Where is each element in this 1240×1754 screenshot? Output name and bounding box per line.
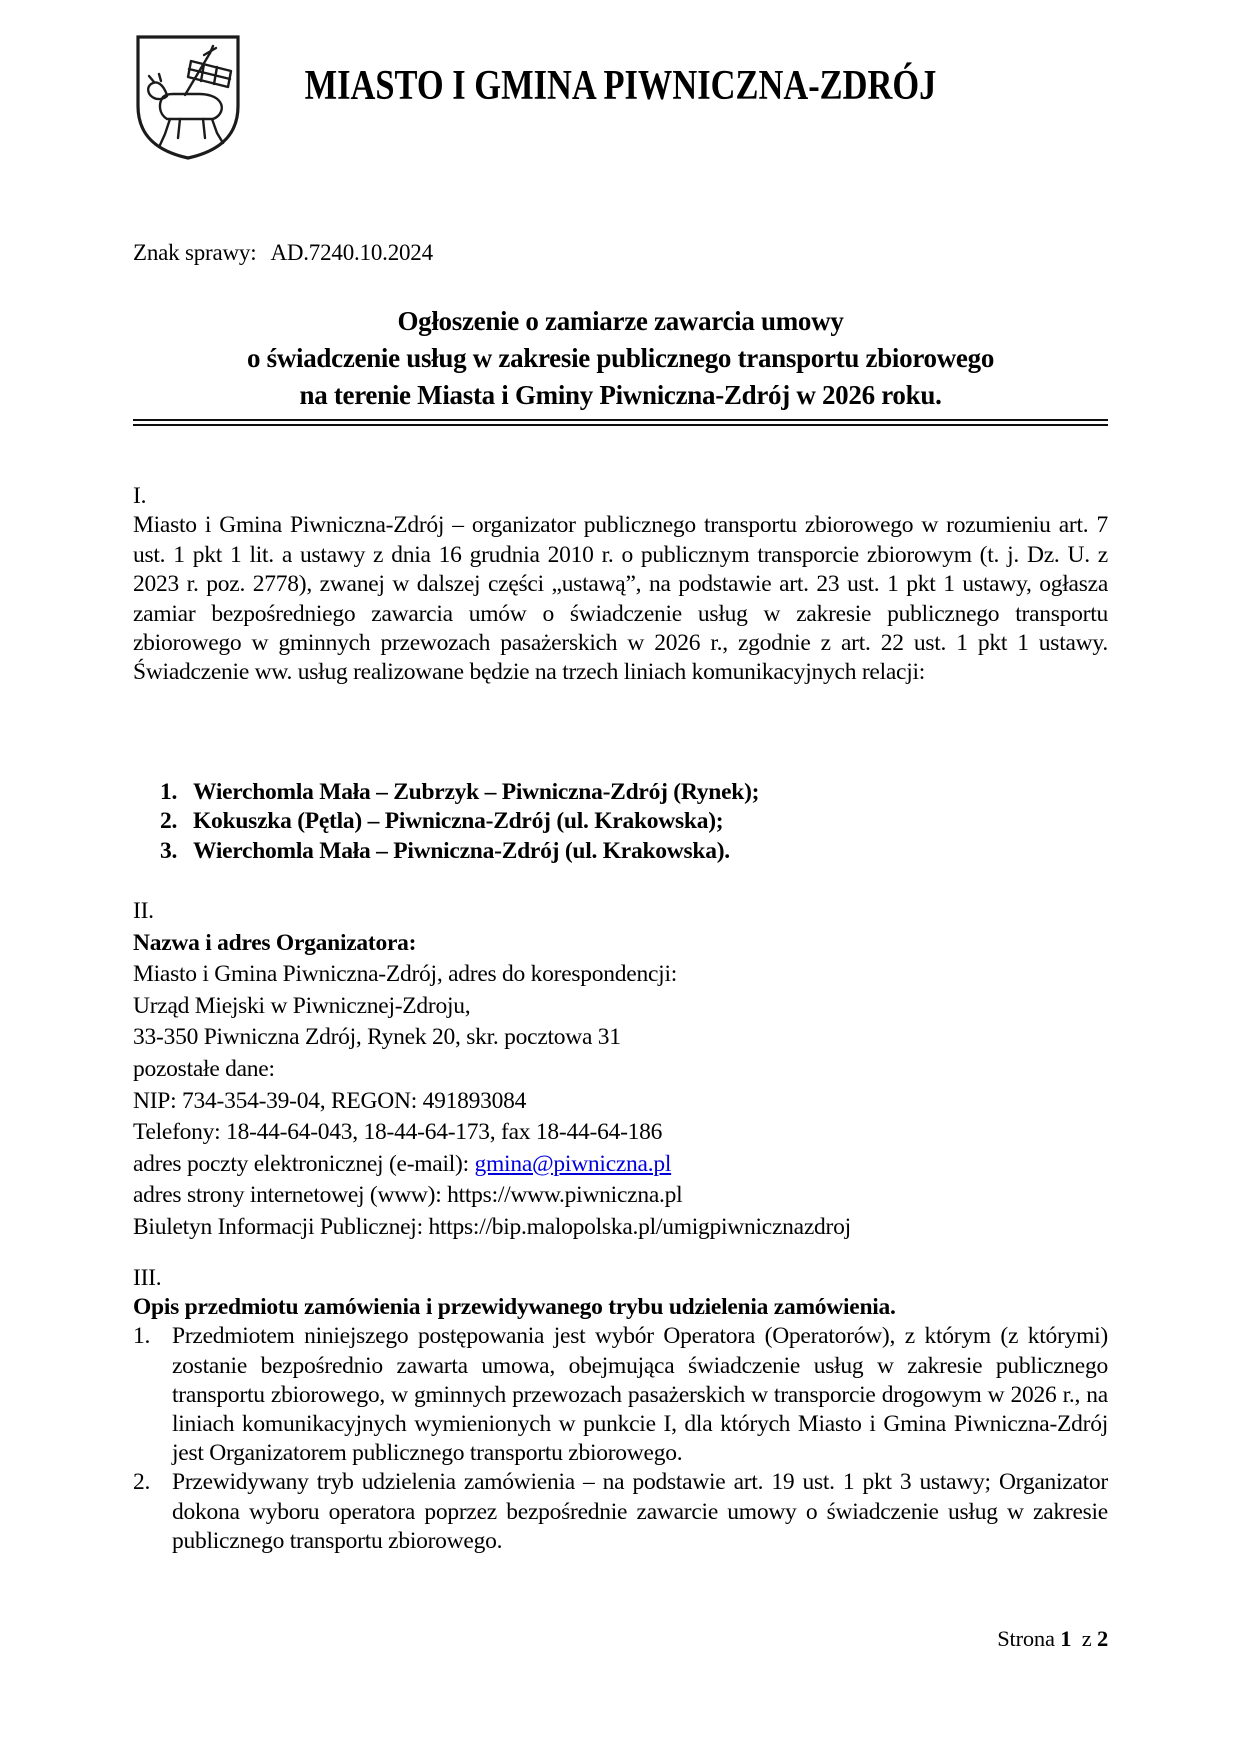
email-link[interactable]: gmina@piwniczna.pl [474,1150,672,1177]
page-number-of: z [1081,1626,1092,1651]
section-3-item [133,1468,1108,1556]
section-2-heading: Nazwa i adres Organizatora: [133,929,417,956]
item-number: 2. [133,1469,151,1496]
route-item-number: 2. [160,808,178,835]
page-number-current: 1 [1060,1626,1072,1651]
item-text: Przewidywany tryb udzielenia zamówienia – na podstawie art. 19 ust. 1 pkt 3 ustawy; Organizator dokona wyboru operatora poprzez bezpośrednie zawarcie umowy o świadczenie usług w zakresie publicznego transportu zbiorowego. [172,1469,1108,1554]
route-list [133,778,1108,866]
organizer-address-line: pozostałe dane: [133,1055,275,1082]
lamb-banner-shield-icon [133,148,243,165]
email-label: adres poczty elektronicznej (e-mail): [133,1150,475,1177]
section-1-paragraph: Miasto i Gmina Piwniczna-Zdrój – organizator publicznego transportu zbiorowego w rozumieniu art. 7 ust. 1 pkt 1 lit. a ustawy z dnia 16 grudnia 2010 r. o publicznym transporcie zbiorowym (t. j. Dz. U. z 2023 r. poz. 2778), zwanej w dalszej części „ustawą”, na podstawie art. 23 ust. 1 pkt 1 ustawy, ogłasza zamiar bezpośredniego zawarcia umów o świadczenie usług w zakresie publicznego transportu zbiorowego w gminnych przewozach pasażerskich w 2026 r., zgodnie z art. 22 ust. 1 pkt 1 ustawy. Świadczenie ww. usług realizowane będzie na trzech liniach komunikacyjnych relacji: [133,512,1108,686]
document-title-line-2: o świadczenie usług w zakresie publicznego transportu zbiorowego [246,343,995,373]
page-number-label: Strona [997,1626,1055,1651]
case-reference-value: AD.7240.10.2024 [270,240,433,265]
section-3-number: III. [133,1265,162,1291]
organizer-email-line [133,1149,1108,1181]
item-text: Przedmiotem niniejszego postępowania jest wybór Operatora (Operatorów), z którym (z którymi) zostanie bezpośrednio zawarta umowa, obejmująca świadczenie usług w zakresie publicznego transportu zbiorowego, w gminnych przewozach pasażerskich w transporcie drogowym w 2026 r., na liniach komunikacyjnych wymienionych w punkcie I, dla których Miasto i Gmina Piwniczna-Zdrój jest Organizatorem publicznego transportu zbiorowego. [172,1323,1108,1467]
organizer-nip-regon: NIP: 734-354-39-04, REGON: 491893084 [133,1087,527,1114]
section-2-number: II. [133,898,154,924]
route-item [133,778,1108,807]
section-2 [133,896,1108,1244]
route-item-text: Wierchomla Mała – Zubrzyk – Piwniczna-Zdrój (Rynek); [193,779,760,805]
route-item-number: 3. [160,837,178,864]
section-3-heading: Opis przedmiotu zamówienia i przewidywanego trybu udzielenia zamówienia. [133,1294,896,1321]
document-title [133,303,1108,414]
page-footer [133,1626,1108,1652]
document-title-line-1: Ogłoszenie o zamiarze zawarcia umowy [397,306,844,336]
section-3-item [133,1322,1108,1468]
section-1 [133,482,1108,688]
organizer-phones: Telefony: 18-44-64-043, 18-44-64-173, fax 18-44-64-186 [133,1119,663,1146]
route-item-text: Wierchomla Mała – Piwniczna-Zdrój (ul. Krakowska). [193,837,730,864]
organizer-website-line: adres strony internetowej (www): https://www.piwniczna.pl [133,1182,683,1209]
organizer-address-line: 33-350 Piwniczna Zdrój, Rynek 20, skr. pocztowa 31 [133,1024,621,1051]
organizer-address-line: Urząd Miejski w Piwnicznej-Zdroju, [133,992,471,1019]
title-divider-rule [133,419,1108,426]
route-item [133,807,1108,836]
case-reference-label: Znak sprawy: [133,240,257,265]
item-number: 1. [133,1323,151,1350]
organization-name: MIASTO I GMINA PIWNICZNA-ZDRÓJ [304,63,937,109]
section-1-number: I. [133,483,147,509]
organizer-bip-line: Biuletyn Informacji Publicznej: https://bip.malopolska.pl/umigpiwnicznazdroj [133,1213,851,1240]
case-reference [133,240,433,266]
route-item-number: 1. [160,779,178,805]
route-item-text: Kokuszka (Pętla) – Piwniczna-Zdrój (ul. Krakowska); [193,808,724,835]
document-title-line-3: na terenie Miasta i Gminy Piwniczna-Zdrój w 2026 roku. [299,380,942,410]
section-3 [133,1264,1108,1556]
route-item [133,837,1108,866]
page-number-total: 2 [1096,1626,1108,1651]
organizer-address-line: Miasto i Gmina Piwniczna-Zdrój, adres do korespondencji: [133,961,677,988]
